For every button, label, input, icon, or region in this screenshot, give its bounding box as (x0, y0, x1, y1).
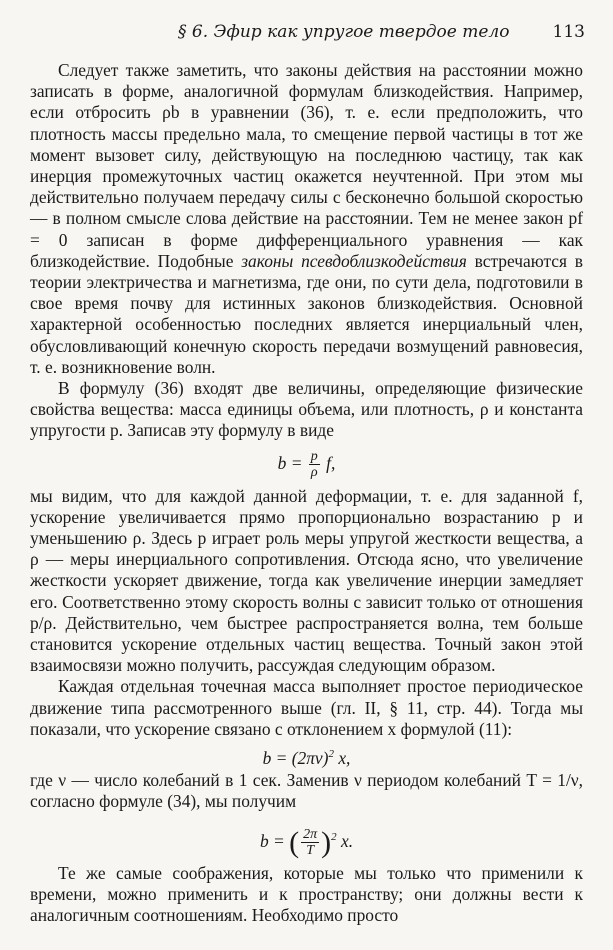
formula-2-exponent: 2 (328, 748, 334, 761)
formula-3-right-paren: ) (321, 825, 332, 859)
formula-1-numerator: p (310, 449, 318, 465)
paragraph-4: Каждая отдельная точечная масса выполняет простое периодическое движение типа рассмотренного выше (гл. II, § 11, стр. 44). Тогда мы показали, что ускорение связано с отклонением x формулой (11): (30, 676, 583, 739)
formula-1-denominator: ρ (310, 465, 318, 481)
paragraph-5: где ν — число колебаний в 1 сек. Заменив ν периодом колебаний T = 1/ν, согласно формуле (34), мы получим (30, 770, 583, 812)
formula-b-2pinu (30, 742, 583, 766)
formula-1-lhs: b = (277, 452, 303, 473)
running-header (0, 22, 613, 46)
formula-3-fraction (301, 827, 319, 858)
formula-3-left-paren: ( (289, 825, 300, 859)
paragraph-2: В формулу (36) входят две величины, определяющие физические свойства вещества: масса единицы объема, или плотность, ρ и константа упругости p. Записав эту формулу в виде (30, 378, 583, 441)
formula-3-denominator: T (306, 842, 314, 858)
formula-2-main: b = (2πν) (262, 747, 329, 768)
formula-b-2pi-over-t (30, 815, 583, 859)
section-title: § 6. Эфир как упругое твердое тело (178, 22, 510, 42)
formula-1-rhs: f, (326, 452, 336, 473)
formula-3-exponent: 2 (331, 830, 337, 843)
formula-3-lhs: b = (259, 830, 285, 851)
formula-b-p-rho-f (30, 444, 583, 482)
formula-2-tail: x, (338, 747, 351, 768)
formula-3-numerator: 2π (303, 826, 318, 842)
paragraph-1-tail: встречаются в теории электричества и магнетизма, где они, по сути дела, подготовили в свое время почву для истинных законов близкодействия. Основной характерной особенностью последних является инерциальный член, обусловливающий конечную скорость передачи возмущений равновесия, т. е. возникновение волн. (30, 250, 583, 377)
paragraph-1 (30, 60, 583, 378)
paragraph-1-text: Следует также заметить, что законы действия на расстоянии можно записать в форме, аналогичной формулам близкодействия. Например, если отбросить ρb в уравнении (36), т. е. если предположить, что плотность массы предельно мала, то смещение первой частицы в тот же момент вызовет силу, действующую на последнюю частицу, так как инерция промежуточных частиц окажется неучтенной. При этом мы действительно получаем передачу силы с бесконечно большой скоростью — в полном смысле слова действие на расстоянии. Тем не менее закон pf = 0 записан в форме дифференциального уравнения — как близкодействие. Подобные (30, 60, 583, 271)
paragraph-1-italic: законы псевдоблизкодействия (241, 250, 467, 271)
formula-3-tail: x. (340, 830, 354, 851)
paragraph-6: Те же самые соображения, которые мы только что применили к времени, можно применить и к пространству; они должны вести к аналогичным соотношениям. Необходимо просто (30, 862, 583, 925)
paragraph-3: мы видим, что для каждой данной деформации, т. е. для заданной f, ускорение увеличивается прямо пропорционально возрастанию p и уменьшению ρ. Здесь p играет роль меры упругой жесткости вещества, а ρ — меры инерциального сопротивления. Отсюда ясно, что увеличение жесткости ускоряет движение, тогда как увеличение инерции замедляет его. Соответственно этому скорость волны c зависит только от отношения p/ρ. Действительно, чем быстрее распространяется волна, тем больше становится ускорение отдельных частиц вещества. Точный закон этой взаимосвязи можно получить, рассуждая следующим образом. (30, 485, 583, 676)
page-body (30, 60, 583, 926)
page-number: 113 (552, 22, 585, 42)
formula-1-fraction (309, 449, 320, 480)
